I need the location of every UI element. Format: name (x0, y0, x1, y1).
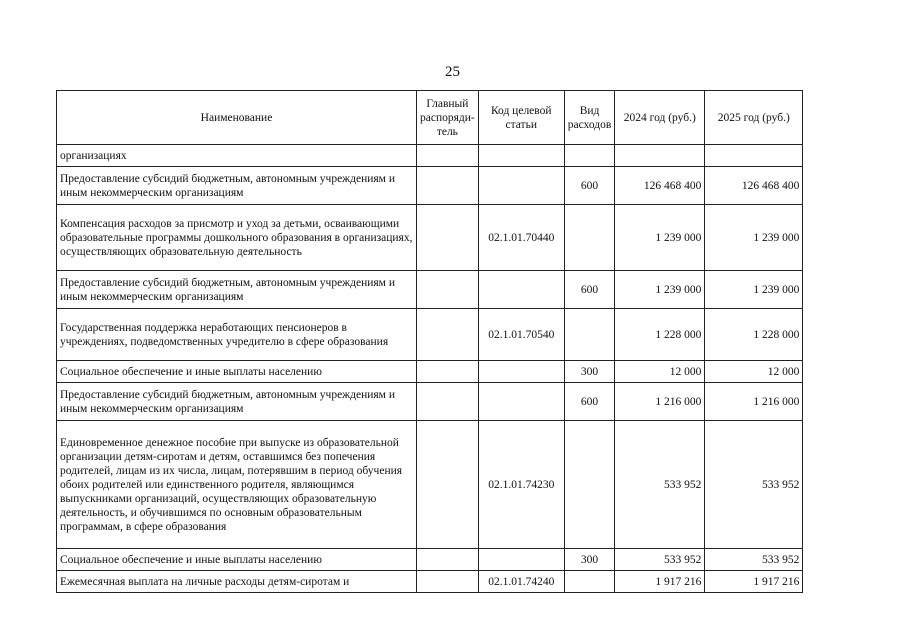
cell-admin (417, 549, 479, 571)
cell-code: 02.1.01.70440 (478, 205, 564, 271)
budget-table (56, 90, 803, 593)
cell-admin (417, 571, 479, 593)
cell-name: Социальное обеспечение и иные выплаты населению (57, 549, 417, 571)
cell-type: 300 (564, 361, 615, 383)
table-row (57, 571, 803, 593)
cell-code: 02.1.01.74240 (478, 571, 564, 593)
cell-admin (417, 205, 479, 271)
cell-2024: 1 228 000 (615, 309, 705, 361)
cell-2024: 1 239 000 (615, 271, 705, 309)
cell-2025: 533 952 (705, 549, 803, 571)
cell-type (564, 309, 615, 361)
cell-admin (417, 145, 479, 167)
cell-2024: 12 000 (615, 361, 705, 383)
cell-admin (417, 361, 479, 383)
table-row (57, 271, 803, 309)
cell-2025: 1 228 000 (705, 309, 803, 361)
cell-name: организациях (57, 145, 417, 167)
header-2025: 2025 год (руб.) (705, 91, 803, 145)
cell-name: Единовременное денежное пособие при выпуске из образовательной организации детям-сиротам и детям, оставшимся без попечения родителей, лицам из их числа, лицам, потерявшим в период обучения обоих родителей или единственного родителя, являющимся выпускниками организаций, осуществляющих образовательную деятельность, и обучившимся по основным образовательным программам, в сфере образования (57, 421, 417, 549)
cell-code: 02.1.01.74230 (478, 421, 564, 549)
cell-type: 300 (564, 549, 615, 571)
cell-name: Социальное обеспечение и иные выплаты населению (57, 361, 417, 383)
cell-2024: 126 468 400 (615, 167, 705, 205)
table-row (57, 167, 803, 205)
table-row (57, 361, 803, 383)
cell-name: Ежемесячная выплата на личные расходы детям-сиротам и (57, 571, 417, 593)
cell-2024 (615, 145, 705, 167)
cell-name: Предоставление субсидий бюджетным, автономным учреждениям и иным некоммерческим организациям (57, 271, 417, 309)
table-row (57, 145, 803, 167)
cell-type: 600 (564, 383, 615, 421)
table-row (57, 309, 803, 361)
cell-2024: 533 952 (615, 549, 705, 571)
cell-2025: 1 917 216 (705, 571, 803, 593)
cell-2025: 1 239 000 (705, 271, 803, 309)
table-row (57, 549, 803, 571)
page-number: 25 (445, 64, 460, 80)
cell-admin (417, 271, 479, 309)
cell-2025: 12 000 (705, 361, 803, 383)
cell-type (564, 145, 615, 167)
cell-name: Предоставление субсидий бюджетным, автономным учреждениям и иным некоммерческим организациям (57, 383, 417, 421)
cell-2024: 1 239 000 (615, 205, 705, 271)
cell-type (564, 571, 615, 593)
cell-type: 600 (564, 167, 615, 205)
cell-code (478, 167, 564, 205)
header-name: Наименование (57, 91, 417, 145)
cell-name: Предоставление субсидий бюджетным, автономным учреждениям и иным некоммерческим организациям (57, 167, 417, 205)
cell-2024: 1 216 000 (615, 383, 705, 421)
cell-admin (417, 309, 479, 361)
cell-2025: 1 216 000 (705, 383, 803, 421)
header-type: Вид расходов (564, 91, 615, 145)
table-row (57, 205, 803, 271)
header-2024: 2024 год (руб.) (615, 91, 705, 145)
cell-code: 02.1.01.70540 (478, 309, 564, 361)
cell-code (478, 145, 564, 167)
table-row (57, 383, 803, 421)
cell-admin (417, 383, 479, 421)
cell-type: 600 (564, 271, 615, 309)
cell-admin (417, 167, 479, 205)
table-header-row (57, 91, 803, 145)
cell-code (478, 549, 564, 571)
cell-admin (417, 421, 479, 549)
table-row (57, 421, 803, 549)
header-code: Код целевой статьи (478, 91, 564, 145)
cell-name: Компенсация расходов за присмотр и уход за детьми, осваивающими образовательные программы дошкольного образования в организациях, осуществляющих образовательную деятельность (57, 205, 417, 271)
cell-name: Государственная поддержка неработающих пенсионеров в учреждениях, подведомственных учредителю в сфере образования (57, 309, 417, 361)
cell-2025: 1 239 000 (705, 205, 803, 271)
cell-code (478, 271, 564, 309)
cell-2024: 1 917 216 (615, 571, 705, 593)
header-admin: Главный распоряди-тель (417, 91, 479, 145)
cell-2024: 533 952 (615, 421, 705, 549)
cell-type (564, 205, 615, 271)
cell-2025: 533 952 (705, 421, 803, 549)
cell-code (478, 361, 564, 383)
cell-type (564, 421, 615, 549)
cell-2025: 126 468 400 (705, 167, 803, 205)
cell-code (478, 383, 564, 421)
cell-2025 (705, 145, 803, 167)
